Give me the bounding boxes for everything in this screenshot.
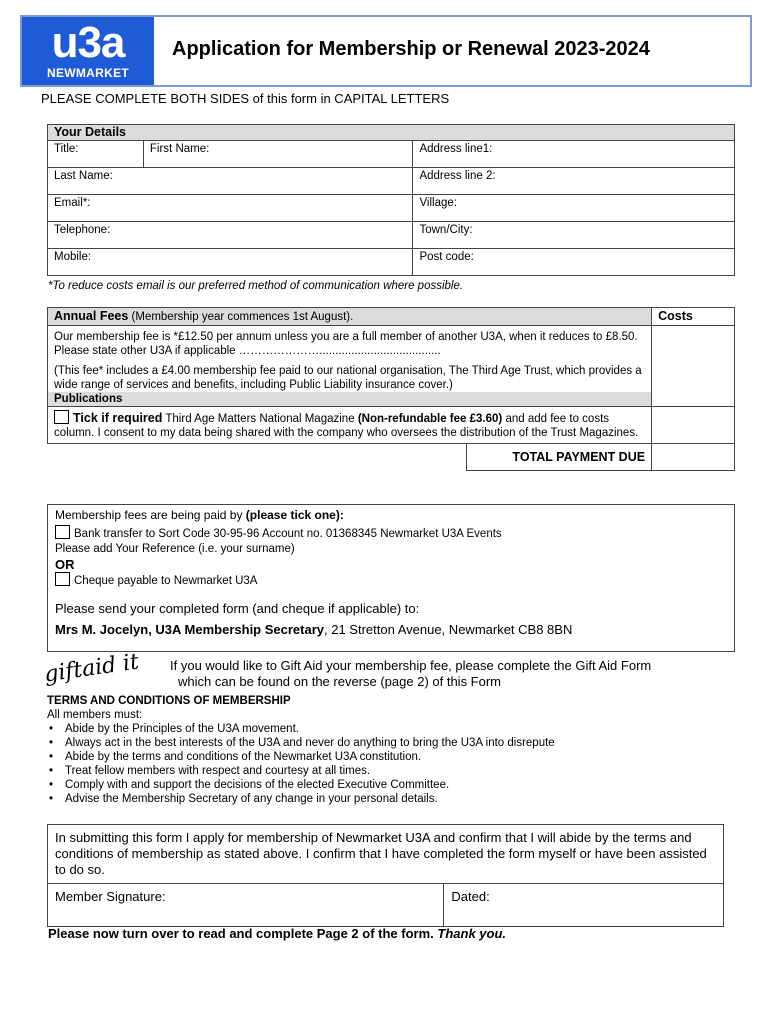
thank-you-text: Thank you. [437, 926, 507, 941]
total-spacer [48, 444, 467, 471]
town-city-field[interactable]: Town/City: [413, 222, 735, 249]
cheque-text: Cheque payable to Newmarket U3A [74, 575, 258, 587]
membership-cost-field[interactable] [652, 326, 735, 407]
terms-item: • Treat fellow members with respect and courtesy at all times. [47, 764, 737, 778]
confirmation-table [47, 824, 724, 927]
or-label: OR [55, 557, 75, 572]
fee-text: Our membership fee is *£12.50 per annum unless you are a full member of another U3A, when it reduces to £8.50. Please state other U3A if applicable …………………...................................... [54, 331, 638, 357]
page-title: Application for Membership or Renewal 2023-2024 [172, 38, 650, 60]
title-field[interactable]: Title: [48, 141, 144, 168]
form-instruction: PLEASE COMPLETE BOTH SIDES of this form in CAPITAL LETTERS [41, 91, 450, 106]
fee-text-cell [48, 326, 652, 393]
terms-heading: TERMS AND CONDITIONS OF MEMBERSHIP [47, 695, 291, 707]
your-details-heading: Your Details [48, 125, 735, 141]
publications-cell [48, 407, 652, 444]
telephone-field[interactable]: Telephone: [48, 222, 413, 249]
terms-item: • Comply with and support the decisions of the elected Executive Committee. [47, 778, 737, 792]
your-details-table [47, 124, 735, 276]
gift-aid-logo: giftaid it [42, 649, 141, 688]
terms-item: • Always act in the best interests of the U3A and never do anything to bring the U3A into disrepute [47, 736, 737, 750]
terms-list [47, 722, 737, 806]
terms-item: • Abide by the terms and conditions of the Newmarket U3A constitution. [47, 750, 737, 764]
gift-aid-line2: which can be found on the reverse (page 2) of this Form [178, 674, 502, 689]
email-note: *To reduce costs email is our preferred method of communication where possible. [48, 280, 464, 292]
total-payment-label: TOTAL PAYMENT DUE [467, 444, 652, 471]
magazine-fee: (Non-refundable fee £3.60) [357, 413, 503, 425]
magazine-cost-field[interactable] [652, 407, 735, 444]
mobile-field[interactable]: Mobile: [48, 249, 413, 276]
dated-field[interactable]: Dated: [444, 884, 724, 927]
postcode-field[interactable]: Post code: [413, 249, 735, 276]
annual-fees-heading: Annual Fees [54, 309, 129, 323]
recipient-address: , 21 Stretton Avenue, Newmarket CB8 8BN [324, 622, 573, 637]
tick-if-required-label: Tick if required [73, 411, 163, 425]
payment-intro-bold: (please tick one): [245, 508, 344, 522]
turn-over-instruction [48, 926, 506, 941]
magazine-consent: and add fee to costs column. I consent to my data being shared with the company who oversees the distribution of the Trust Magazines. [54, 413, 639, 439]
bank-transfer-checkbox[interactable] [55, 525, 70, 539]
reference-text: Please add Your Reference (i.e. your surname) [55, 543, 295, 555]
logo-subtitle: NEWMARKET [46, 66, 130, 80]
terms-section [47, 694, 737, 806]
payment-method-box [47, 504, 735, 652]
magazine-checkbox[interactable] [54, 410, 69, 424]
member-signature-field[interactable]: Member Signature: [48, 884, 444, 927]
terms-item: • Abide by the Principles of the U3A movement. [47, 722, 737, 736]
annual-fees-heading-cell [48, 308, 652, 326]
logo-mark: u3a [51, 18, 125, 67]
annual-fees-heading-note: (Membership year commences 1st August). [131, 311, 354, 323]
bank-transfer-text: Bank transfer to Sort Code 30-95-96 Account no. 01368345 Newmarket U3A Events [74, 528, 502, 540]
first-name-field[interactable]: First Name: [143, 141, 413, 168]
payment-intro: Membership fees are being paid by [55, 508, 243, 522]
last-name-field[interactable]: Last Name: [48, 168, 413, 195]
address-line1-field[interactable]: Address line1: [413, 141, 735, 168]
turn-over-text: Please now turn over to read and complete Page 2 of the form. [48, 926, 434, 941]
magazine-text: Third Age Matters National Magazine [165, 413, 355, 425]
annual-fees-table [47, 307, 735, 471]
gift-aid-text [170, 658, 730, 690]
publications-heading: Publications [48, 392, 652, 407]
address-line2-field[interactable]: Address line 2: [413, 168, 735, 195]
costs-heading: Costs [652, 308, 735, 326]
total-payment-field[interactable] [652, 444, 735, 471]
terms-item: • Advise the Membership Secretary of any change in your personal details. [47, 792, 737, 806]
cheque-checkbox[interactable] [55, 572, 70, 586]
recipient-name: Mrs M. Jocelyn, U3A Membership Secretary [55, 622, 325, 637]
send-instruction: Please send your completed form (and cheque if applicable) to: [55, 601, 420, 616]
confirmation-statement: In submitting this form I apply for membership of Newmarket U3A and confirm that I will abide by the terms and conditions of membership as stated above. I confirm that I have completed the form myself or have been assisted to do so. [48, 825, 724, 884]
village-field[interactable]: Village: [413, 195, 735, 222]
u3a-logo [22, 17, 154, 85]
gift-aid-line1: If you would like to Gift Aid your membership fee, please complete the Gift Aid Form [170, 658, 652, 673]
fee-note: (This fee* includes a £4.00 membership fee paid to our national organisation, The Third Age Trust, which provides a wide range of services and benefits, including Public Liability insurance cover.) [54, 365, 642, 391]
terms-intro: All members must: [47, 709, 143, 721]
email-field[interactable]: Email*: [48, 195, 413, 222]
